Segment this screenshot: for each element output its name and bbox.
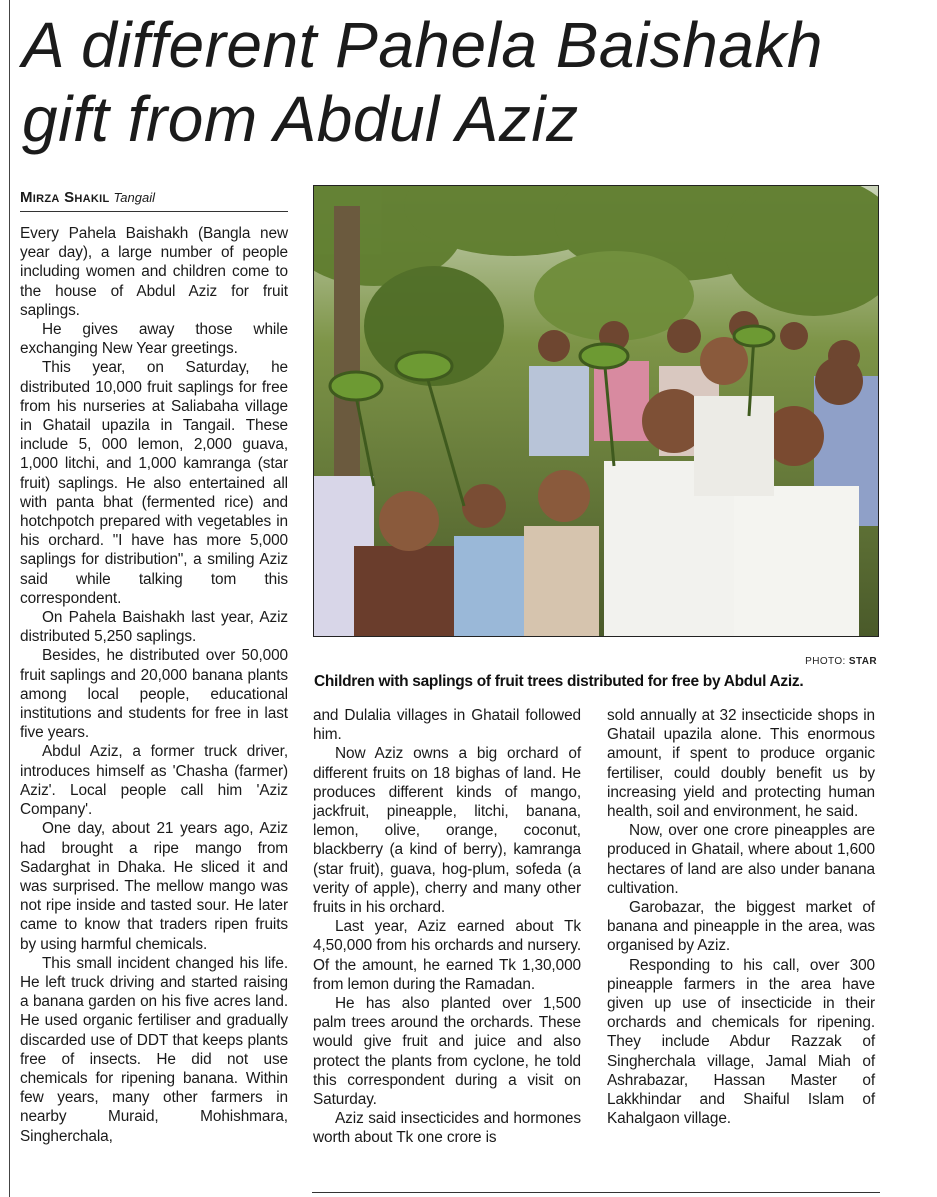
paragraph: Garobazar, the biggest market of banana and pineapple in the area, was organised by Aziz. [607,899,875,955]
headline [22,8,902,156]
paragraph: This year, on Saturday, he distributed 10,000 fruit saplings for free from his nurseries at Saliabaha village in Ghatail upazila in Tangail. These include 5, 000 lemon, 2,000 guava, 1,000 litchi, and 1,000 kamranga (star fruit) saplings. He also entertained all with panta bhat (fermented rice) and hotchpotch prepared with vegetables in his orchard. "I have has more 5,000 saplings for distribution", a smiling Aziz said while talking tom this correspondent. [20,359,288,607]
paragraph: He gives away those while exchanging New Year greetings. [20,321,288,358]
paragraph: Besides, he distributed over 50,000 fruit saplings and 20,000 banana plants among local people, educational institutions and students for free in last five years. [20,647,288,742]
bottom-rule [312,1192,880,1193]
byline-location: Tangail [113,190,155,205]
paragraph: This small incident changed his life. He left truck driving and started raising a banana garden on his five acres land. He used organic fertiliser and gradually discarded use of DDT that keeps plants free of insects. He did not use chemicals for ripening banana. Within few years, many other farmers in nearby Muraid, Mohishmara, Singherchala, [20,954,288,1145]
paragraph: and Dulalia villages in Ghatail followed him. [313,707,581,744]
paragraph: sold annually at 32 insecticide shops in Ghatail upazila alone. This enormous amount, if spent to produce organic fertiliser, could doubly benefit us by increasing yield and protecting human health, soil and environment, he said. [607,707,875,821]
article-column-1 [20,224,288,1146]
headline-line-2: gift from Abdul Aziz [22,83,579,155]
photo-children-with-saplings [314,186,878,636]
headline-line-1: A different Pahela Baishakh [22,9,823,81]
photo-credit-source: STAR [848,656,877,667]
article-column-3 [607,706,875,1128]
photo-caption: Children with saplings of fruit trees distributed for free by Abdul Aziz. [314,673,804,690]
photo-credit-label: PHOTO: [805,656,846,667]
column-rule [9,0,10,1197]
byline [20,188,288,212]
paragraph: One day, about 21 years ago, Aziz had brought a ripe mango from Sadarghat in Dhaka. He sliced it and was surprised. The mellow mango was not ripe inside and tasted sour. He later came to know that traders ripen fruits by using harmful chemicals. [20,820,288,953]
photo-credit [640,656,877,667]
paragraph: On Pahela Baishakh last year, Aziz distributed 5,250 saplings. [20,609,288,646]
paragraph: Now Aziz owns a big orchard of different fruits on 18 bighas of land. He produces different kinds of mango, jackfruit, pineapple, litchi, banana, lemon, olive, orange, coconut, blackberry (a kind of berry), kamranga (star fruit), guava, hog-plum, sofeda (a verity of apple), cherry and many other fruits in his orchard. [313,745,581,917]
byline-author: Mirza Shakil [20,189,110,206]
article-column-2 [313,706,581,1148]
paragraph: He has also planted over 1,500 palm trees around the orchards. These would give fruit and juice and also protect the plants from cyclone, he told this correspondent during a visit on Saturday. [313,995,581,1109]
news-photo [313,185,879,637]
paragraph: Now, over one crore pineapples are produced in Ghatail, where about 1,600 hectares of land are also under banana cultivation. [607,822,875,897]
paragraph: Every Pahela Baishakh (Bangla new year day), a large number of people including women and children come to the house of Abdul Aziz for fruit saplings. [20,225,288,319]
paragraph: Aziz said insecticides and hormones worth about Tk one crore is [313,1110,581,1147]
paragraph: Last year, Aziz earned about Tk 4,50,000 from his orchards and nursery. Of the amount, he earned Tk 1,30,000 from lemon during the Ramadan. [313,918,581,993]
paragraph: Responding to his call, over 300 pineapple farmers in the area have given up use of insecticide in their orchards and chemicals for ripening. They include Abdur Razzak of Singherchala village, Jamal Miah of Ashrabazar, Hassan Master of Lakkhindar and Shaiful Islam of Kahalgaon village. [607,956,875,1128]
paragraph: Abdul Aziz, a former truck driver, introduces himself as 'Chasha (farmer) Aziz'. Local people call him 'Aziz Company'. [20,743,288,819]
